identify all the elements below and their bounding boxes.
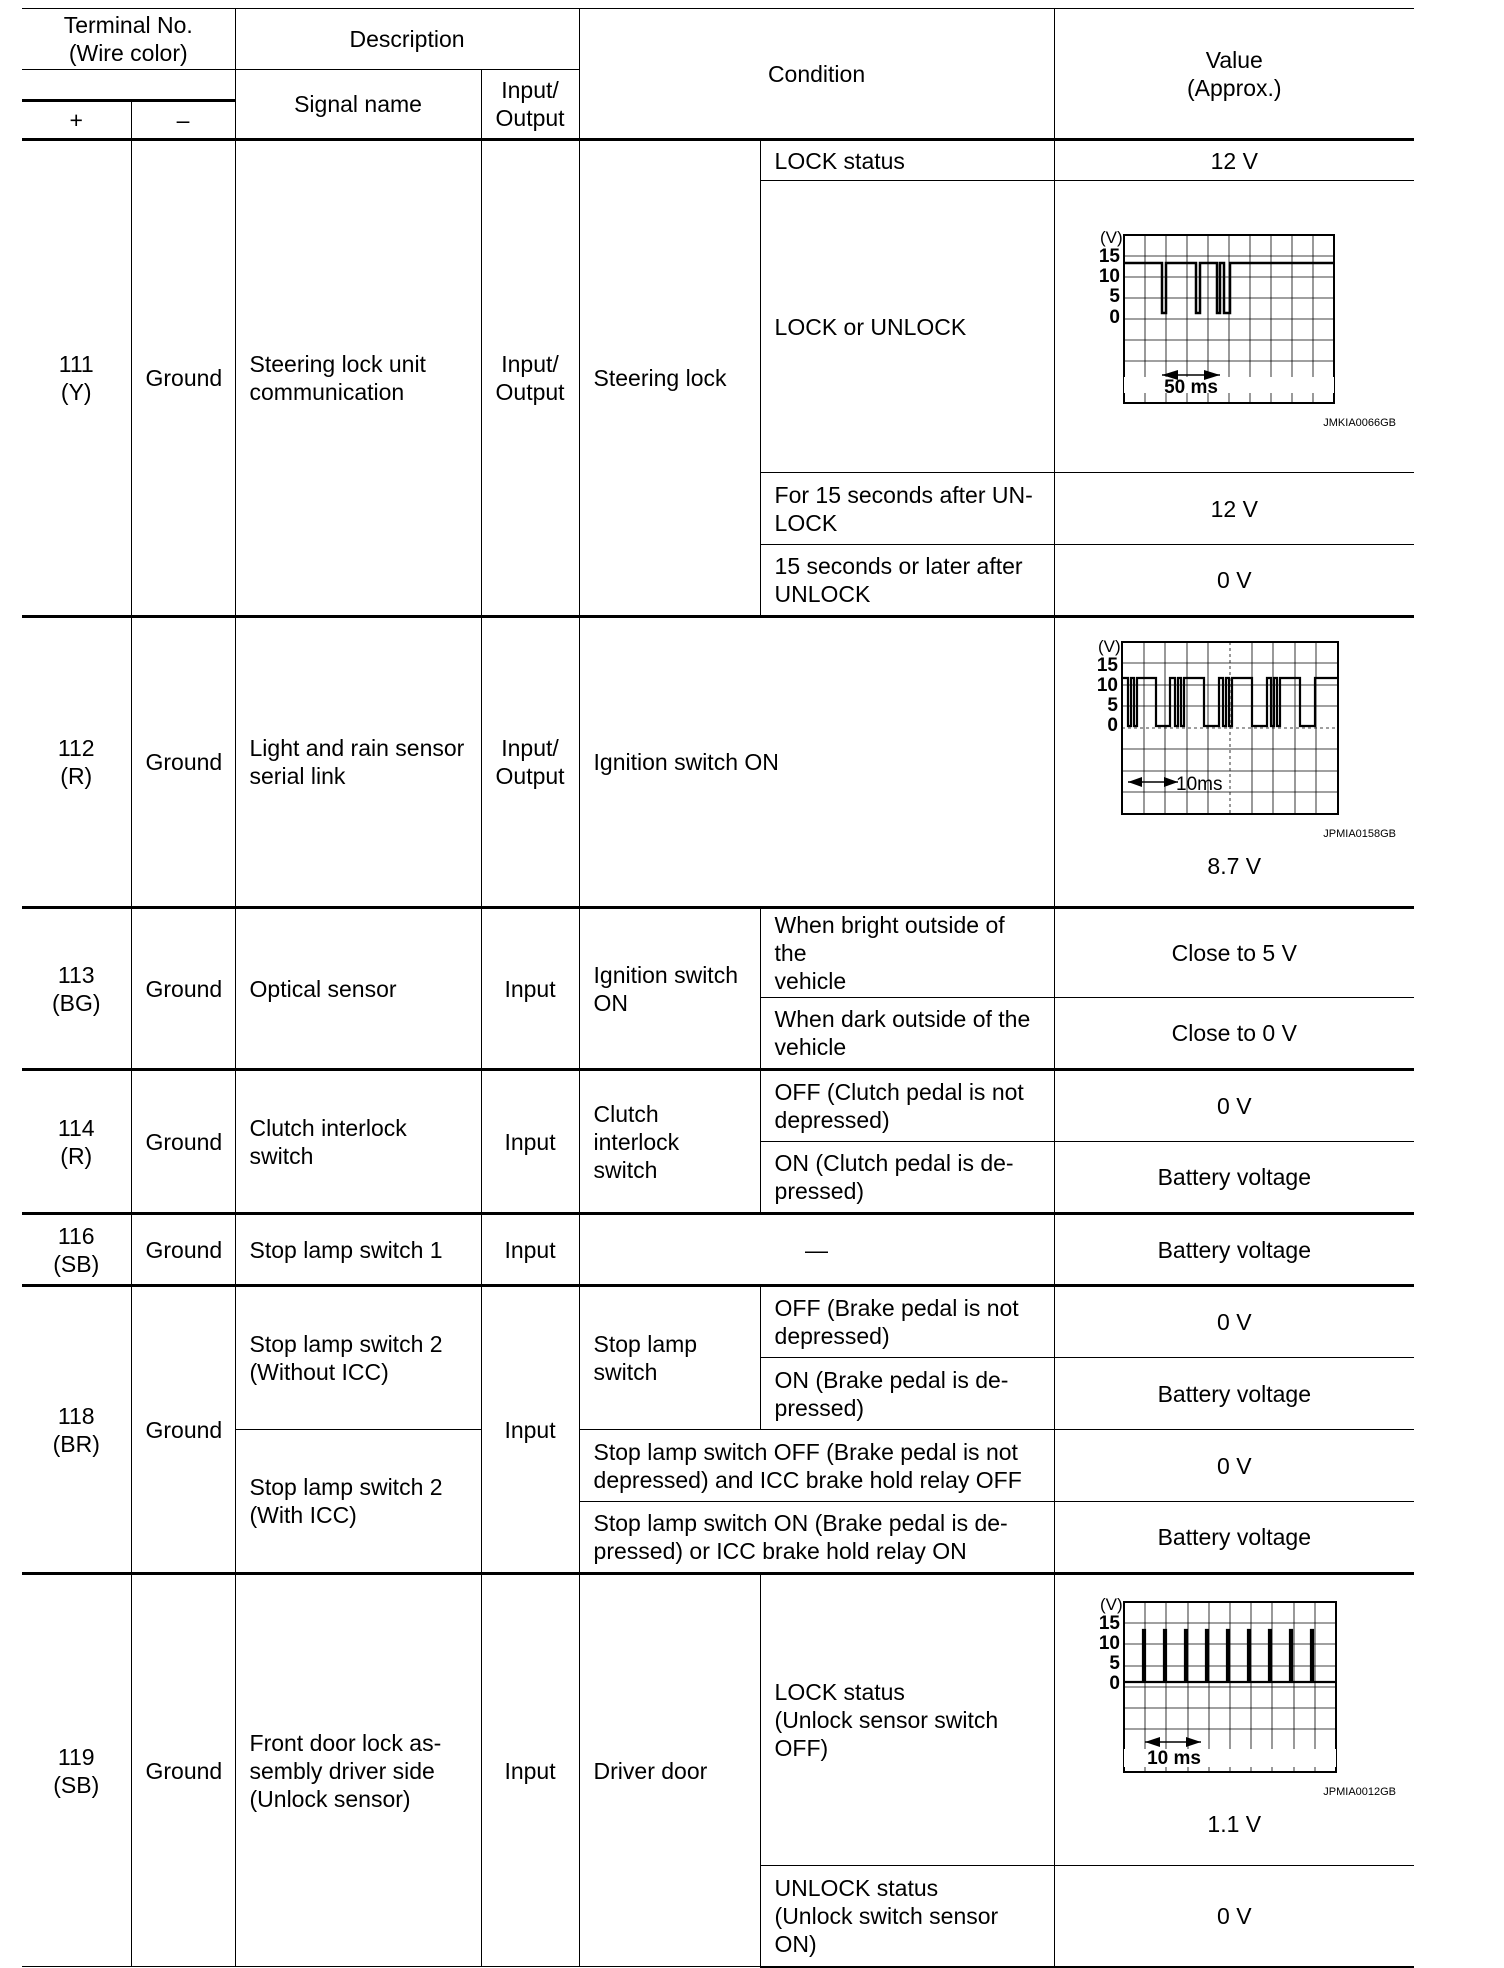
scope-tick-label: 5	[1109, 1653, 1121, 1675]
sub-condition-cell: UNLOCK status (Unlock switch sensor ON)	[760, 1866, 1054, 1967]
ground-cell: Ground	[131, 1070, 235, 1214]
io-cell: Input	[481, 1214, 579, 1286]
io-cell: Input	[481, 908, 579, 1070]
scope-tick-label: 10	[1099, 1633, 1121, 1655]
ground-cell: Ground	[131, 1286, 235, 1574]
ground-cell: Ground	[131, 908, 235, 1070]
header-terminal: Terminal No. (Wire color)	[22, 9, 235, 70]
io-cell: Input	[481, 1574, 579, 1967]
waveform-cell	[1054, 1574, 1414, 1866]
terminal-cell: 114 (R)	[22, 1070, 131, 1214]
condition-cell: Steering lock	[579, 140, 760, 617]
header-description: Description	[235, 9, 579, 70]
value-cell: 0 V	[1054, 1430, 1414, 1502]
timebase-label: 50 ms	[1164, 376, 1219, 398]
table-row	[22, 617, 1414, 908]
ground-cell: Ground	[131, 617, 235, 908]
timebase-label: 10ms	[1176, 774, 1223, 796]
oscilloscope-waveform	[1074, 227, 1394, 407]
figure-id: JPMIA0012GB	[1323, 1786, 1397, 1799]
condition-cell: Ignition switch ON	[579, 617, 1054, 908]
sub-condition-cell: For 15 seconds after UN- LOCK	[760, 473, 1054, 545]
scope-tick-label: 10	[1099, 265, 1121, 287]
io-cell: Input/ Output	[481, 617, 579, 908]
oscilloscope-waveform	[1074, 638, 1394, 818]
signal-cell: Clutch interlock switch	[235, 1070, 481, 1214]
value-cell: 12 V	[1054, 473, 1414, 545]
timebase-label: 10 ms	[1147, 1748, 1202, 1770]
ground-cell: Ground	[131, 140, 235, 617]
signal-cell: Stop lamp switch 2 (Without ICC)	[235, 1286, 481, 1430]
scope-tick-label: 15	[1099, 1613, 1121, 1635]
value-cell: Battery voltage	[1054, 1214, 1414, 1286]
scope-trace	[1124, 1630, 1336, 1682]
header-plus: +	[22, 101, 131, 140]
header-signal-name: Signal name	[235, 70, 481, 140]
table-row	[22, 140, 1414, 181]
sub-condition-cell: When bright outside of the vehicle	[760, 908, 1054, 998]
sub-condition-cell: ON (Brake pedal is de- pressed)	[760, 1358, 1054, 1430]
sub-condition-cell: LOCK status (Unlock sensor switch OFF)	[760, 1574, 1054, 1866]
scope-grid	[1124, 1602, 1336, 1772]
value-cell: Close to 0 V	[1054, 998, 1414, 1070]
io-cell: Input	[481, 1286, 579, 1574]
condition-cell: —	[579, 1214, 1054, 1286]
scope-tick-label: 10	[1097, 675, 1119, 697]
header-minus: –	[131, 101, 235, 140]
scope-grid	[1122, 642, 1338, 814]
io-cell: Input/ Output	[481, 140, 579, 617]
table-row	[22, 908, 1414, 998]
scope-unit-label: (V)	[1098, 638, 1121, 657]
condition-cell: Clutch interlock switch	[579, 1070, 760, 1214]
scope-tick-label: 15	[1097, 655, 1119, 677]
sub-condition-cell: Stop lamp switch OFF (Brake pedal is not depressed) and ICC brake hold relay OFF	[579, 1430, 1054, 1502]
terminal-cell: 118 (BR)	[22, 1286, 131, 1574]
timebase-arrow-head	[1145, 1737, 1160, 1747]
waveform-cell	[1054, 181, 1414, 473]
scope-tick-label: 0	[1109, 1673, 1121, 1695]
value-cell: 0 V	[1054, 1070, 1414, 1142]
header-row	[22, 9, 1414, 70]
scope-tick-label: 0	[1109, 306, 1121, 328]
scope-tick-label: 5	[1109, 285, 1121, 307]
condition-cell: Stop lamp switch	[579, 1286, 760, 1430]
value-cell: Battery voltage	[1054, 1358, 1414, 1430]
table-row	[22, 1214, 1414, 1286]
header-value: Value (Approx.)	[1054, 9, 1414, 140]
signal-cell: Stop lamp switch 1	[235, 1214, 481, 1286]
waveform-cell	[1054, 617, 1414, 908]
scope-tick-label: 5	[1107, 695, 1119, 717]
scope-trace	[1124, 263, 1334, 313]
header-condition: Condition	[579, 9, 1054, 140]
value-label: 8.7 V	[1207, 853, 1262, 880]
terminal-cell: 111 (Y)	[22, 140, 131, 617]
sub-condition-cell: OFF (Clutch pedal is not depressed)	[760, 1070, 1054, 1142]
sub-condition-cell: LOCK status	[760, 140, 1054, 181]
sub-condition-cell: 15 seconds or later after UNLOCK	[760, 545, 1054, 617]
signal-cell: Front door lock as- sembly driver side (Unlock sensor)	[235, 1574, 481, 1967]
ground-cell: Ground	[131, 1214, 235, 1286]
sub-condition-cell: Stop lamp switch ON (Brake pedal is de- pressed) or ICC brake hold relay ON	[579, 1502, 1054, 1574]
scope-tick-label: 15	[1099, 245, 1121, 267]
value-cell: Battery voltage	[1054, 1502, 1414, 1574]
scope-unit-label: (V)	[1100, 1596, 1123, 1615]
figure-id: JPMIA0158GB	[1323, 828, 1397, 841]
oscilloscope-waveform	[1074, 1596, 1394, 1776]
value-label: 1.1 V	[1207, 1811, 1262, 1838]
sub-condition-cell: ON (Clutch pedal is de- pressed)	[760, 1142, 1054, 1214]
terminal-cell: 116 (SB)	[22, 1214, 131, 1286]
header-input-output: Input/ Output	[481, 70, 579, 140]
signal-cell: Optical sensor	[235, 908, 481, 1070]
terminal-cell: 112 (R)	[22, 617, 131, 908]
table-row	[22, 1574, 1414, 1866]
header-spacer	[22, 70, 235, 101]
condition-cell: Ignition switch ON	[579, 908, 760, 1070]
value-cell: Battery voltage	[1054, 1142, 1414, 1214]
value-cell: 0 V	[1054, 1866, 1414, 1967]
value-cell: Close to 5 V	[1054, 908, 1414, 998]
scope-tick-label: 0	[1107, 715, 1119, 737]
ground-cell: Ground	[131, 1574, 235, 1967]
io-cell: Input	[481, 1070, 579, 1214]
value-cell: 0 V	[1054, 545, 1414, 617]
timebase-arrow-head	[1128, 777, 1142, 787]
signal-cell: Stop lamp switch 2 (With ICC)	[235, 1430, 481, 1574]
sub-condition-cell: LOCK or UNLOCK	[760, 181, 1054, 473]
terminal-table	[22, 8, 1414, 1968]
terminal-cell: 113 (BG)	[22, 908, 131, 1070]
signal-cell: Steering lock unit communication	[235, 140, 481, 617]
figure-id: JMKIA0066GB	[1323, 416, 1397, 429]
sub-condition-cell: When dark outside of the vehicle	[760, 998, 1054, 1070]
value-cell: 12 V	[1054, 140, 1414, 181]
timebase-arrow-head	[1186, 1737, 1201, 1747]
value-cell: 0 V	[1054, 1286, 1414, 1358]
condition-cell: Driver door	[579, 1574, 760, 1967]
scope-unit-label: (V)	[1100, 227, 1123, 247]
signal-cell: Light and rain sensor serial link	[235, 617, 481, 908]
terminal-cell: 119 (SB)	[22, 1574, 131, 1967]
timebase-label-bg	[1124, 377, 1334, 393]
table-row	[22, 1286, 1414, 1358]
sub-condition-cell: OFF (Brake pedal is not depressed)	[760, 1286, 1054, 1358]
table-row	[22, 1070, 1414, 1142]
